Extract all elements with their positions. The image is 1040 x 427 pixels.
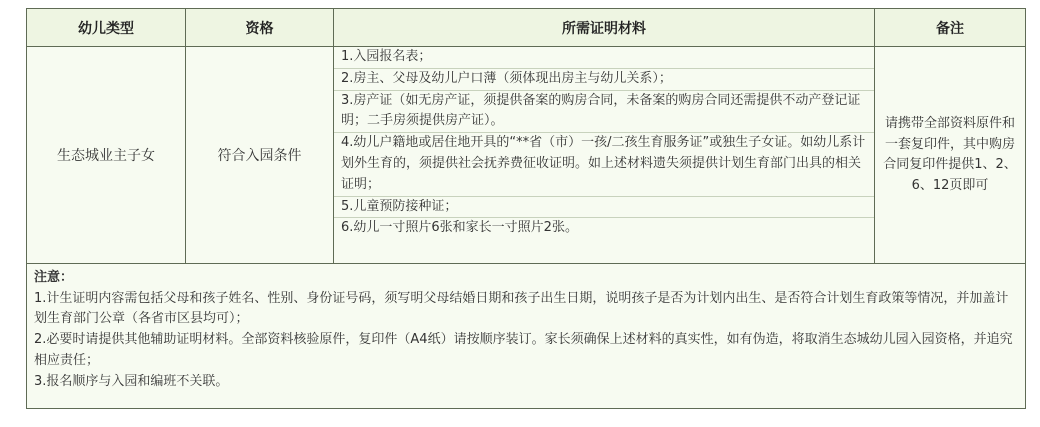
material-item: 6.幼儿一寸照片6张和家长一寸照片2张。 — [341, 220, 578, 236]
header-child-type: 幼儿类型 — [27, 9, 186, 47]
note-item: 1.计生证明内容需包括父母和孩子姓名、性别、身份证号码，须写明父母结婚日期和孩子出生日期，说明孩子是否为计划内出生、是否符合计划生育政策等情况，并加盖计划生育部门公章（各省市区县均可）； — [34, 290, 1009, 327]
header-remark: 备注 — [875, 9, 1026, 47]
note-item: 3.报名顺序与入园和编班不关联。 — [34, 373, 229, 389]
material-item: 3.房产证（如无房产证，须提供备案的购房合同，未备案的购房合同还需提供不动产登记证明；二手房须提供房产证）。 — [334, 91, 874, 134]
notes-title: 注意： — [34, 270, 74, 285]
table-header-row — [27, 9, 1026, 47]
material-item: 5.儿童预防接种证； — [334, 197, 874, 219]
note-item: 2.必要时请提供其他辅助证明材料。全部资料核验原件，复印件（A4纸）请按顺序装订。家长须确保上述材料的真实性，如有伪造，将取消生态城幼儿园入园资格，并追究相应责任； — [34, 332, 1013, 368]
material-item: 4.幼儿户籍地或居住地开具的“**省（市）一孩/二孩生育服务证”或独生子女证。如幼儿系计划外生育的，须提供社会抚养费征收证明。如上述材料遗失须提供计划生育部门出具的相关证明； — [334, 133, 874, 196]
enrollment-requirements-table — [26, 8, 1026, 409]
table-row — [27, 47, 1026, 264]
notes-row — [27, 264, 1026, 409]
materials-cell — [334, 47, 875, 264]
remark-cell: 请携带全部资料原件和一套复印件，其中购房合同复印件提供1、2、6、12页即可 — [875, 47, 1026, 264]
notes-cell — [27, 264, 1026, 409]
material-item: 1.入园报名表； — [334, 47, 874, 69]
child-type-cell: 生态城业主子女 — [27, 47, 186, 264]
material-item: 2.房主、父母及幼儿户口薄（须体现出房主与幼儿关系）； — [334, 69, 874, 91]
header-materials: 所需证明材料 — [334, 9, 875, 47]
header-qualification: 资格 — [186, 9, 334, 47]
qualification-cell: 符合入园条件 — [186, 47, 334, 264]
